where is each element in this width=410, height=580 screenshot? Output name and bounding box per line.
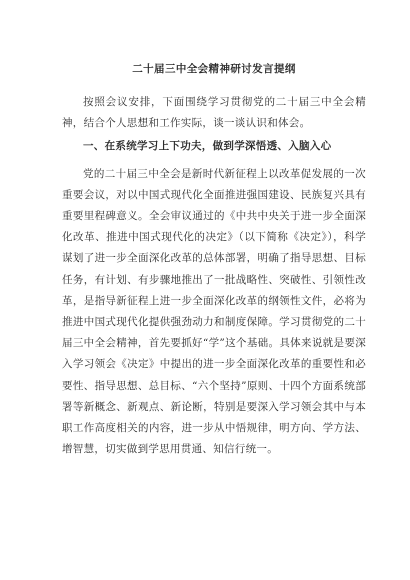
section-heading: 一、在系统学习上下功夫，做到学深悟透、入脑入心 <box>83 140 332 153</box>
document-title: 二十届三中全会精神研讨发言提纲 <box>132 63 296 75</box>
intro-paragraph: 按照会议安排，下面围绕学习贯彻党的二十届三中全会精神，结合个人思想和工作实际，谈一谈认识和体会。 <box>62 96 366 130</box>
section-body-paragraph: 党的二十届三中全会是新时代新征程上以改革促发展的一次重要会议，对以中国式现代化全面推进强国建设、民族复兴具有重要里程碑意义。全会审议通过的《中共中央关于进一步全面深化改革、推进中国式现代化的决定》（以下简称《决定》），科学谋划了进一步全面深化改革的总体部署，明确了指导思想、目标任务，有计划、有步骤地推出了一批战略性、突破性、引领性改革，是指导新征程上进一步全面深化改革的纲领性文件，必将为推进中国式现代化提供强劲动力和制度保障。学习贯彻党的二十届三中全会精神，首先要抓好“学”这个基础。具体来说就是要深入学习领会《决定》中提出的进一步全面深化改革的重要性和必要性、指导思想、总目标、“六个坚持”原则、十四个方面系统部署等新概念、新观点、新论断，特别是要深入学习领会其中与本职工作高度相关的内容，进一步从中悟规律，明方向、学方法、增智慧，切实做到学思用贯通、知信行统一。 <box>62 167 366 456</box>
